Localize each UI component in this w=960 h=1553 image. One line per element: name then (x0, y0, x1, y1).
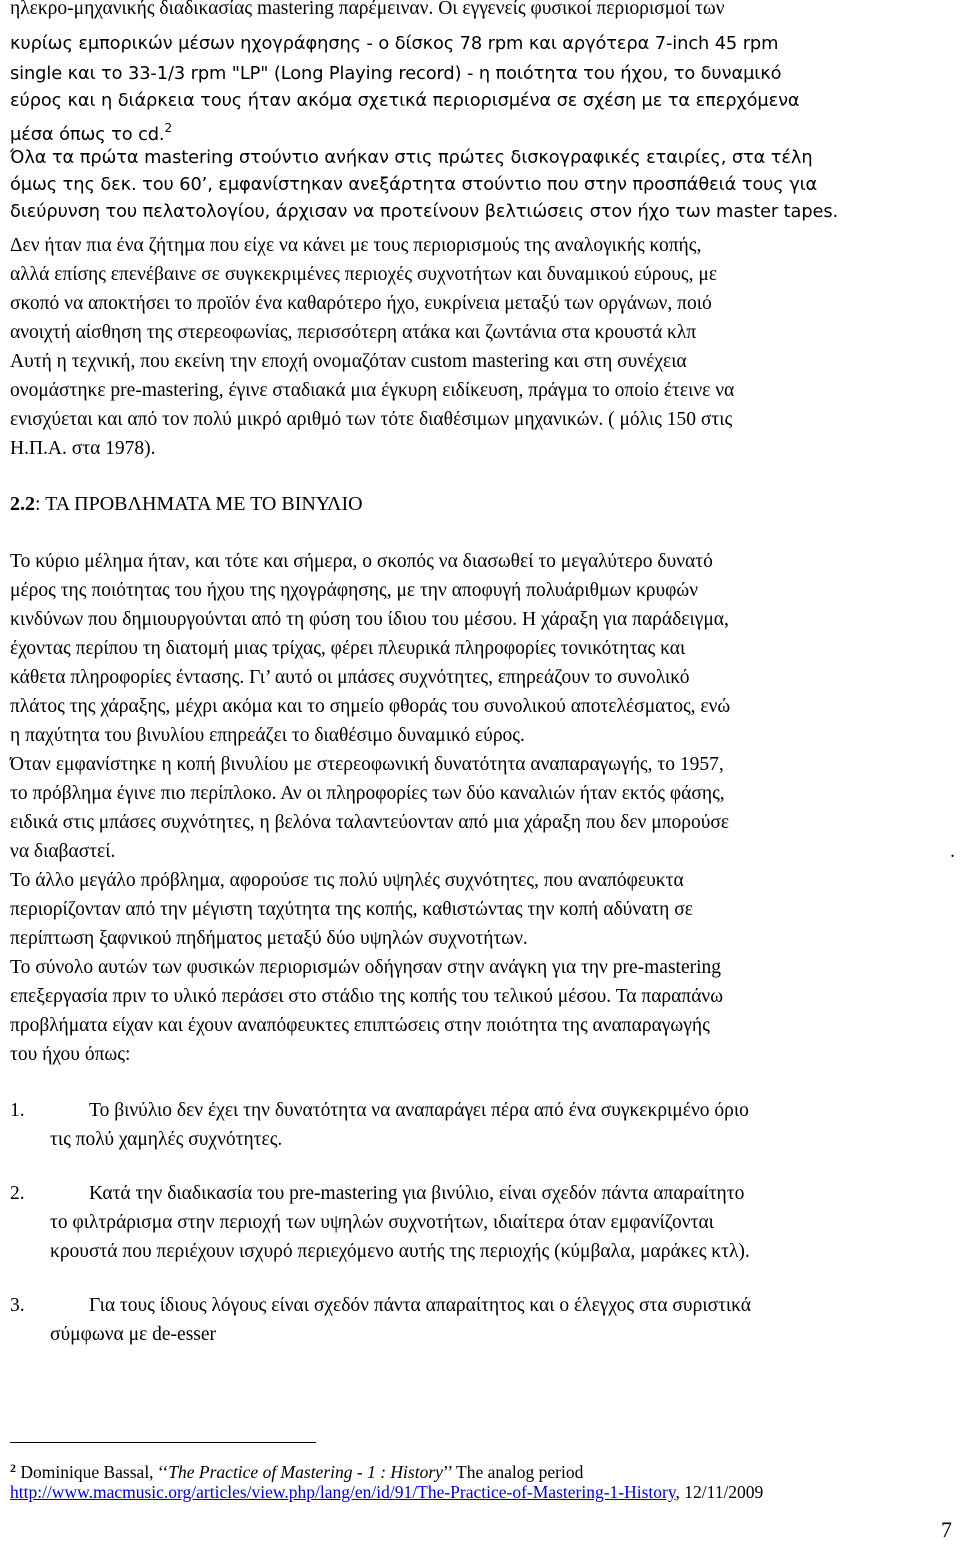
text-line: το φιλτράρισμα στην περιοχή των υψηλών συχνοτήτων, ιδιαίτερα όταν εμφανίζονται (50, 1212, 714, 1233)
text-line: Το σύνολο αυτών των φυσικών περιορισμών οδήγησαν στην ανάγκη για την pre-mastering (10, 957, 722, 978)
text-line: εύρος και η διάρκεια τους ήταν ακόμα σχετικά περιορισμένα σε σχέση με τα επερχόμενα (10, 90, 800, 111)
text-line: Όλα τα πρώτα mastering στούντιο ανήκαν στις πρώτες δισκογραφικές εταιρίες, στα τέλη (10, 147, 813, 168)
text-line: Το κύριο μέλημα ήταν, και τότε και σήμερα, ο σκοπός να διασωθεί το μεγαλύτερο δυνατό (10, 551, 713, 572)
text-line: Η.Π.Α. στα 1978). (10, 438, 156, 459)
text-line: όμως της δεκ. του 60’, εμφανίστηκαν ανεξάρτητα στούντιο που στην προσπάθειά τους για (10, 174, 818, 195)
text-line: single και το 33-1/3 rpm "LP" (Long Playing record) - η ποιότητα του ήχου, το δυναμικό (10, 63, 782, 84)
footnote-reference[interactable]: 2 (164, 121, 173, 135)
text-line: σύμφωνα με de-esser (50, 1324, 217, 1345)
text-line: ονομάστηκε pre-mastering, έγινε σταδιακά μια έγκυρη ειδίκευση, πράγμα το οποίο έτεινε να (10, 380, 735, 401)
text-line: κρουστά που περιέχουν ισχυρό περιεχόμενο αυτής της περιοχής (κύμβαλα, μαράκες κτλ). (50, 1241, 750, 1262)
text-line: διεύρυνση του πελατολογίου, άρχισαν να προτείνουν βελτιώσεις στον ήχο των master tapes. (10, 201, 839, 222)
text-span: . (950, 841, 955, 862)
text-line: του ήχου όπως: (10, 1044, 131, 1065)
text-line: ηλεκρο-μηχανικής διαδικασίας mastering παρέμειναν. Οι εγγενείς φυσικοί περιορισμοί των (10, 0, 725, 19)
footnote-separator (10, 1442, 316, 1443)
text-line: η παχύτητα του βινυλίου επηρεάζει το διαθέσιμο δυναμικό εύρος. (10, 725, 525, 746)
list-number: 1. (10, 1100, 25, 1121)
text-line: Το άλλο μεγάλο πρόβλημα, αφορούσε τις πολύ υψηλές συχνότητες, που αναπόφευκτα (10, 870, 684, 891)
text-line: προβλήματα είχαν και έχουν αναπόφευκτες επιπτώσεις στην ποιότητα της αναπαραγωγής (10, 1015, 710, 1036)
footnote-url-link[interactable]: http://www.macmusic.org/articles/view.php/lang/en/id/91/The-Practice-of-Mastering-1-History (10, 1482, 676, 1502)
text-line (10, 115, 172, 148)
footnote (10, 1457, 583, 1483)
text-line: Δεν ήταν πια ένα ζήτημα που είχε να κάνει με τους περιορισμούς της αναλογικής κοπής, (10, 235, 702, 256)
text-line: σκοπό να αποκτήσει το προϊόν ένα καθαρότερο ήχο, ευκρίνεια μεταξύ των οργάνων, ποιό (10, 293, 712, 314)
text-line: Το βινύλιο δεν έχει την δυνατότητα να αναπαράγει πέρα από ένα συγκεκριμένο όριο (89, 1100, 749, 1121)
footnote-author: Dominique Bassal, ‘‘ (16, 1462, 169, 1482)
text-line: ειδικά στις μπάσες συχνότητες, η βελόνα ταλαντεύονταν από μια χάραξη που δεν μπορούσε (10, 812, 730, 833)
text-line: ανοιχτή αίσθηση της στερεοφωνίας, περισσότερη ατάκα και ζωντάνια στα κρουστά κλπ (10, 322, 697, 343)
section-number: 2.2 (10, 493, 35, 515)
section-heading (10, 491, 363, 517)
text-line: Αυτή η τεχνική, που εκείνη την εποχή ονομαζόταν custom mastering και στη συνέχεια (10, 351, 687, 372)
text-line: αλλά επίσης επενέβαινε σε συγκεκριμένες περιοχές συχνοτήτων και δυναμικού εύρους, με (10, 264, 718, 285)
text-line: περίπτωση ξαφνικού πηδήματος μεταξύ δύο υψηλών συχνοτήτων. (10, 928, 528, 949)
text-line: το πρόβλημα έγινε πιο περίπλοκο. Αν οι πληροφορίες των δύο καναλιών ήταν εκτός φάσης, (10, 783, 725, 804)
text-line: επεξεργασία πριν το υλικό περάσει στο στάδιο της κοπής του τελικού μέσου. Τα παραπάνω (10, 986, 724, 1007)
text-line: κυρίως εμπορικών μέσων ηχογράφησης - ο δίσκος 78 rpm και αργότερα 7-inch 45 rpm (10, 33, 779, 54)
text-line: πλάτος της χάραξης, μέχρι ακόμα και το σημείο φθοράς του συνολικού αποτελέσματος, ενώ (10, 696, 731, 717)
text-line: Για τους ίδιους λόγους είναι σχεδόν πάντα απαραίτητος και ο έλεγχος στα συριστικά (89, 1295, 752, 1316)
text-line: ενισχύεται και από τον πολύ μικρό αριθμό των τότε διαθέσιμων μηχανικών. ( μόλις 150 στις (10, 409, 733, 430)
section-title: : ΤΑ ΠΡΟΒΛΗΜΑΤΑ ΜΕ ΤΟ ΒΙΝΥΛΙΟ (35, 493, 363, 515)
footnote-mark: 2 (10, 1461, 16, 1475)
text-line: περιορίζονταν από την μέγιστη ταχύτητα της κοπής, καθιστώντας την κοπή αδύνατη σε (10, 899, 693, 920)
text-line: τις πολύ χαμηλές συχνότητες. (50, 1129, 283, 1150)
text-line (10, 839, 955, 865)
text-line: έχοντας περίπου τη διατομή μιας τρίχας, φέρει πλευρικά πληροφορίες τονικότητας και (10, 638, 686, 659)
footnote-link-line (10, 1481, 763, 1503)
page-number: 7 (941, 1517, 952, 1542)
text-span: να διαβαστεί. (10, 841, 116, 862)
footnote-date: , 12/11/2009 (675, 1482, 764, 1502)
footnote-rest: ’’ The analog period (442, 1462, 584, 1482)
list-number: 3. (10, 1295, 25, 1316)
text-span: μέσα όπως το cd. (10, 124, 165, 145)
list-number: 2. (10, 1183, 25, 1204)
text-line: κάθετα πληροφορίες έντασης. Γι’ αυτό οι μπάσες συχνότητες, επηρεάζουν το συνολικό (10, 667, 690, 688)
text-line: Όταν εμφανίστηκε η κοπή βινυλίου με στερεοφωνική δυνατότητα αναπαραγωγής, το 1957, (10, 754, 724, 775)
text-line: Κατά την διαδικασία του pre-mastering για βινύλιο, είναι σχεδόν πάντα απαραίτητο (89, 1183, 745, 1204)
text-line: μέρος της ποιότητας του ήχου της ηχογράφησης, με την αποφυγή πολυάριθμων κρυφών (10, 580, 699, 601)
text-line: κινδύνων που δημιουργούνται από τη φύση του ίδιου του μέσου. Η χάραξη για παράδειγμα, (10, 609, 729, 630)
footnote-title: The Practice of Mastering - 1 : History (168, 1462, 443, 1482)
